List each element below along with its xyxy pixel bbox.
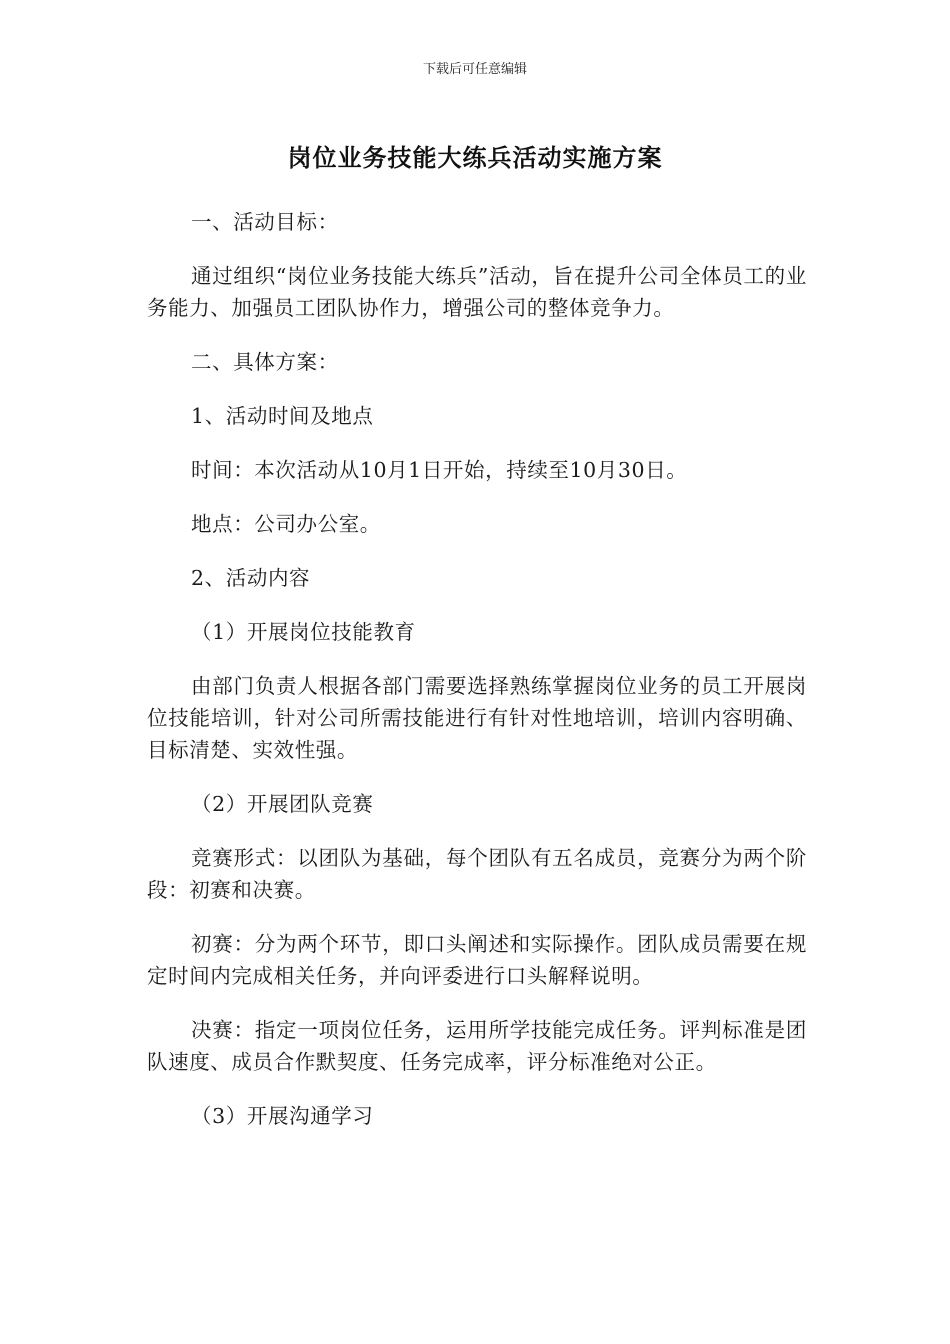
item-communication-learning: （3）开展沟通学习	[191, 1104, 374, 1128]
item-skill-education: （1）开展岗位技能教育	[191, 620, 416, 644]
section-heading-goal: 一、活动目标：	[191, 210, 339, 234]
document-title: 岗位业务技能大练兵活动实施方案	[287, 144, 663, 172]
section-heading-plan: 二、具体方案：	[191, 350, 339, 374]
header-note: 下载后可任意编辑	[422, 62, 527, 77]
subheading-time-place: 1、活动时间及地点	[191, 404, 374, 428]
paragraph-place: 地点：公司办公室。	[191, 512, 381, 536]
paragraph-time: 时间：本次活动从10月1日开始，持续至10月30日。	[191, 458, 688, 482]
paragraph-skill-education: 由部门负责人根据各部门需要选择熟练掌握岗位业务的员工开展岗位技能培训，针对公司所需技能进行有针对性地培训，培训内容明确、目标清楚、实效性强。	[147, 674, 807, 762]
paragraph-goal: 通过组织“岗位业务技能大练兵”活动，旨在提升公司全体员工的业务能力、加强员工团队协作力，增强公司的整体竞争力。	[147, 264, 807, 320]
paragraph-final: 决赛：指定一项岗位任务，运用所学技能完成任务。评判标准是团队速度、成员合作默契度、任务完成率，评分标准绝对公正。	[147, 1018, 807, 1074]
paragraph-preliminary: 初赛：分为两个环节，即口头阐述和实际操作。团队成员需要在规定时间内完成相关任务，并向评委进行口头解释说明。	[147, 932, 807, 988]
subheading-content: 2、活动内容	[191, 566, 311, 590]
document-body	[147, 206, 807, 1154]
item-team-competition: （2）开展团队竞赛	[191, 792, 374, 816]
paragraph-competition-form: 竞赛形式：以团队为基础，每个团队有五名成员，竞赛分为两个阶段：初赛和决赛。	[147, 846, 807, 902]
